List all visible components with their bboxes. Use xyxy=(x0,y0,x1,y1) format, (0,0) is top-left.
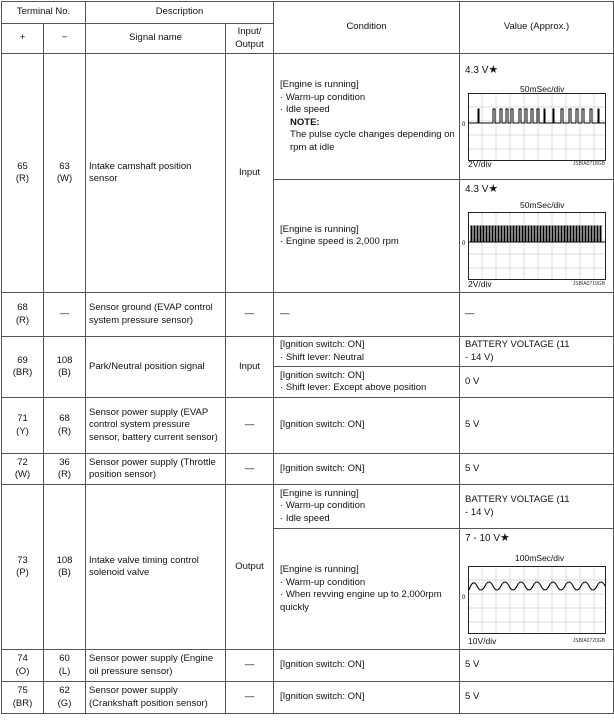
condition-line: · Idle speed xyxy=(280,104,330,115)
terminal-plus: 75 (BR) xyxy=(2,682,44,714)
oscilloscope-panel xyxy=(460,61,613,173)
signal-name: Sensor power supply (Engine oil pressure sensor) xyxy=(86,650,226,682)
description-header: Description xyxy=(86,2,274,24)
condition-line: [Ignition switch: ON] xyxy=(280,369,365,381)
value-header: Value (Approx.) xyxy=(460,2,614,54)
condition-cell xyxy=(274,337,460,367)
condition-line: [Engine is running] xyxy=(280,79,359,90)
condition-note-label: NOTE: xyxy=(290,116,320,128)
condition-cell: [Ignition switch: ON] xyxy=(274,398,460,454)
timebase-label: 50mSec/div xyxy=(520,83,565,94)
condition-line: · Engine speed is 2,000 rpm xyxy=(280,236,399,247)
terminal-no-header: Terminal No. xyxy=(2,2,86,24)
oscilloscope-panel xyxy=(460,529,613,649)
io-cell: Input xyxy=(226,337,274,398)
plus-header: + xyxy=(2,24,44,54)
condition-cell: — xyxy=(274,293,460,337)
condition-line: [Engine is running] xyxy=(280,487,359,499)
io-cell: — xyxy=(226,293,274,337)
svg-text:0: 0 xyxy=(462,241,466,247)
terminal-minus: 68 (R) xyxy=(44,398,86,454)
condition-line: · When revving engine up to 2,000rpm quickly xyxy=(280,589,442,613)
signal-name: Sensor power supply (Crankshaft position sensor) xyxy=(86,682,226,714)
condition-line: [Ignition switch: ON] xyxy=(280,339,365,350)
value-cell: BATTERY VOLTAGE (11 - 14 V) xyxy=(460,337,614,367)
value-cell xyxy=(460,54,614,180)
ecm-terminal-table xyxy=(1,1,614,714)
value-text: 7 - 10 V★ xyxy=(465,532,510,544)
scale-label: 10V/div xyxy=(468,635,497,646)
terminal-minus: 63 (W) xyxy=(44,54,86,293)
svg-text:0: 0 xyxy=(462,121,466,128)
scale-label: 2V/div xyxy=(468,159,492,169)
value-cell xyxy=(460,180,614,293)
condition-cell: [Ignition switch: ON] xyxy=(274,454,460,485)
terminal-minus: 108 (B) xyxy=(44,337,86,398)
value-cell: 5 V xyxy=(460,454,614,485)
terminal-plus: 65 (R) xyxy=(2,54,44,293)
terminal-minus: 60 (L) xyxy=(44,650,86,682)
terminal-minus: 108 (B) xyxy=(44,485,86,650)
condition-line: · Shift lever: Except above position xyxy=(280,382,427,393)
star-icon: ★ xyxy=(488,183,499,195)
terminal-plus: 71 (Y) xyxy=(2,398,44,454)
condition-line: · Warm-up condition xyxy=(280,91,366,103)
terminal-plus: 74 (O) xyxy=(2,650,44,682)
svg-text:0: 0 xyxy=(462,595,466,601)
scale-label: 2V/div xyxy=(468,278,492,289)
figure-reference: JSBIA0719GB xyxy=(572,280,606,287)
condition-cell xyxy=(274,529,460,650)
minus-header: − xyxy=(44,24,86,54)
condition-cell xyxy=(274,485,460,529)
condition-cell: [Ignition switch: ON] xyxy=(274,650,460,682)
condition-line: · Idle speed xyxy=(280,512,330,524)
terminal-minus: — xyxy=(44,293,86,337)
star-icon: ★ xyxy=(488,63,499,76)
condition-line: · Shift lever: Neutral xyxy=(280,351,364,363)
timebase-label: 50mSec/div xyxy=(520,200,565,210)
terminal-plus: 72 (W) xyxy=(2,454,44,485)
oscilloscope-panel xyxy=(460,180,613,292)
condition-line: · Warm-up condition xyxy=(280,500,366,512)
value-text: 4.3 V★ xyxy=(465,183,499,195)
timebase-label: 100mSec/div xyxy=(515,553,565,563)
io-cell: Input xyxy=(226,54,274,293)
condition-header: Condition xyxy=(274,2,460,54)
terminal-plus: 68 (R) xyxy=(2,293,44,337)
terminal-minus: 62 (G) xyxy=(44,682,86,714)
io-cell: — xyxy=(226,682,274,714)
condition-cell xyxy=(274,180,460,293)
value-cell: 0 V xyxy=(460,367,614,398)
io-cell: — xyxy=(226,454,274,485)
signal-name: Intake valve timing control solenoid valve xyxy=(86,485,226,650)
waveform-graph xyxy=(462,212,606,280)
condition-note-text: The pulse cycle changes depending on rpm at idle xyxy=(290,129,455,153)
terminal-minus: 36 (R) xyxy=(44,454,86,485)
waveform-graph xyxy=(462,566,606,634)
condition-line: [Engine is running] xyxy=(280,223,359,235)
io-cell: — xyxy=(226,650,274,682)
signal-name: Sensor power supply (EVAP control system pressure sensor, battery current sensor) xyxy=(86,398,226,454)
signal-name: Sensor ground (EVAP control system pressure sensor) xyxy=(86,293,226,337)
waveform-graph xyxy=(462,93,606,161)
condition-cell xyxy=(274,54,460,180)
io-cell: — xyxy=(226,398,274,454)
value-cell: 5 V xyxy=(460,398,614,454)
condition-cell xyxy=(274,367,460,398)
figure-reference: JSBIA0718GB xyxy=(572,161,606,167)
terminal-plus: 69 (BR) xyxy=(2,337,44,398)
value-cell: 5 V xyxy=(460,650,614,682)
pulse-waveform xyxy=(469,226,605,242)
value-cell: BATTERY VOLTAGE (11 - 14 V) xyxy=(460,485,614,529)
terminal-plus: 73 (P) xyxy=(2,485,44,650)
signal-name: Intake camshaft position sensor xyxy=(86,54,226,293)
signal-name: Sensor power supply (Throttle position sensor) xyxy=(86,454,226,485)
figure-reference: JSBIA0720GB xyxy=(572,637,606,644)
io-header: Input/ Output xyxy=(226,24,274,54)
value-cell xyxy=(460,529,614,650)
star-icon: ★ xyxy=(500,532,510,544)
io-cell: Output xyxy=(226,485,274,650)
condition-line: [Engine is running] xyxy=(280,564,359,575)
value-text: 4.3 V★ xyxy=(465,63,499,76)
value-cell: 5 V xyxy=(460,682,614,714)
value-cell: — xyxy=(460,293,614,337)
condition-cell: [Ignition switch: ON] xyxy=(274,682,460,714)
signal-name: Park/Neutral position signal xyxy=(86,337,226,398)
condition-line: · Warm-up condition xyxy=(280,576,366,588)
signal-name-header: Signal name xyxy=(86,24,226,54)
